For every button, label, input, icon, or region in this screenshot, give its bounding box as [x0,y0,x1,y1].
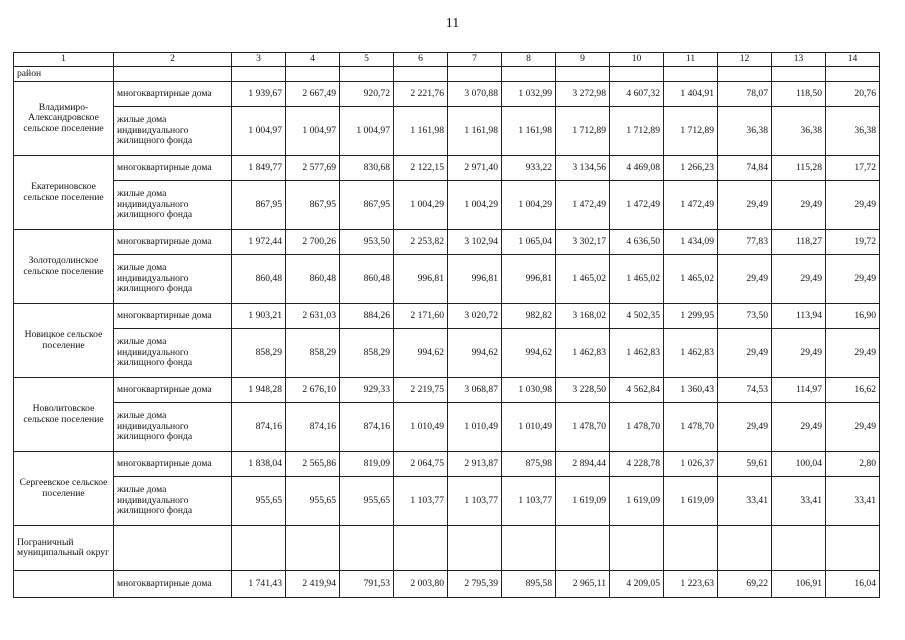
empty-cell [114,526,232,571]
value-cell: 1 972,44 [232,230,286,255]
empty-cell [502,67,556,82]
empty-cell [114,67,232,82]
value-cell: 19,72 [826,230,880,255]
housing-type: жилые дома индивидуального жилищного фонда [114,255,232,304]
value-cell: 920,72 [340,82,394,107]
housing-type: многоквартирные дома [114,378,232,403]
column-header: 4 [286,53,340,67]
value-cell: 16,62 [826,378,880,403]
value-cell: 1 103,77 [448,477,502,526]
column-header: 5 [340,53,394,67]
column-header: 8 [502,53,556,67]
value-cell: 874,16 [286,403,340,452]
value-cell: 29,49 [772,181,826,230]
district-row [14,67,880,82]
value-cell: 2 700,26 [286,230,340,255]
column-header: 6 [394,53,448,67]
value-cell: 4 607,32 [610,82,664,107]
column-header: 12 [718,53,772,67]
table-row [14,107,880,156]
value-cell: 2 219,75 [394,378,448,403]
column-header: 11 [664,53,718,67]
value-cell: 860,48 [340,255,394,304]
value-cell: 830,68 [340,156,394,181]
settlement-name: Сергеевское сельское поселение [14,452,114,526]
empty-cell [394,67,448,82]
column-header: 3 [232,53,286,67]
empty-cell [448,526,502,571]
value-cell: 59,61 [718,452,772,477]
empty-cell [232,67,286,82]
value-cell: 1 849,77 [232,156,286,181]
value-cell: 106,91 [772,571,826,598]
value-cell: 867,95 [286,181,340,230]
value-cell: 1 712,89 [610,107,664,156]
empty-cell [14,571,114,598]
page-number: 11 [445,16,460,31]
value-cell: 3 102,94 [448,230,502,255]
value-cell: 29,49 [772,255,826,304]
empty-cell [340,67,394,82]
value-cell: 74,84 [718,156,772,181]
empty-cell [502,526,556,571]
value-cell: 860,48 [232,255,286,304]
value-cell: 20,76 [826,82,880,107]
district-label: район [14,67,114,82]
value-cell: 3 272,98 [556,82,610,107]
value-cell: 2 565,86 [286,452,340,477]
empty-cell [610,67,664,82]
value-cell: 36,38 [772,107,826,156]
value-cell: 1 010,49 [502,403,556,452]
value-cell: 78,07 [718,82,772,107]
value-cell: 100,04 [772,452,826,477]
value-cell: 1 462,83 [664,329,718,378]
value-cell: 1 161,98 [394,107,448,156]
value-cell: 1 619,09 [664,477,718,526]
header-row [14,53,880,67]
empty-cell [772,526,826,571]
value-cell: 1 741,43 [232,571,286,598]
value-cell: 29,49 [772,403,826,452]
value-cell: 2 631,03 [286,304,340,329]
value-cell: 819,09 [340,452,394,477]
value-cell: 1 712,89 [664,107,718,156]
value-cell: 1 465,02 [664,255,718,304]
value-cell: 2 676,10 [286,378,340,403]
settlement-name: Новолитовское сельское поселение [14,378,114,452]
housing-type: многоквартирные дома [114,571,232,598]
value-cell: 2 003,80 [394,571,448,598]
empty-cell [826,526,880,571]
value-cell: 2 894,44 [556,452,610,477]
value-cell: 115,28 [772,156,826,181]
value-cell: 4 228,78 [610,452,664,477]
value-cell: 29,49 [718,181,772,230]
value-cell: 33,41 [718,477,772,526]
value-cell: 1 478,70 [610,403,664,452]
value-cell: 955,65 [232,477,286,526]
value-cell: 33,41 [826,477,880,526]
value-cell: 1 619,09 [610,477,664,526]
table-row [14,403,880,452]
value-cell: 1 103,77 [394,477,448,526]
value-cell: 113,94 [772,304,826,329]
housing-type: многоквартирные дома [114,304,232,329]
value-cell: 1 010,49 [394,403,448,452]
housing-type: жилые дома индивидуального жилищного фонда [114,107,232,156]
value-cell: 29,49 [718,255,772,304]
value-cell: 3 070,88 [448,82,502,107]
empty-cell [826,67,880,82]
empty-cell [772,67,826,82]
value-cell: 3 020,72 [448,304,502,329]
value-cell: 953,50 [340,230,394,255]
value-cell: 858,29 [232,329,286,378]
value-cell: 1 360,43 [664,378,718,403]
value-cell: 858,29 [340,329,394,378]
column-header: 9 [556,53,610,67]
value-cell: 2 795,39 [448,571,502,598]
value-cell: 955,65 [340,477,394,526]
value-cell: 118,27 [772,230,826,255]
housing-type: многоквартирные дома [114,82,232,107]
value-cell: 996,81 [502,255,556,304]
value-cell: 884,26 [340,304,394,329]
value-cell: 2 171,60 [394,304,448,329]
value-cell: 1 472,49 [664,181,718,230]
column-header: 1 [14,53,114,67]
value-cell: 1 004,97 [286,107,340,156]
municipal-district-name: Пограничный муниципальный округ [14,526,114,571]
value-cell: 874,16 [232,403,286,452]
value-cell: 867,95 [232,181,286,230]
value-cell: 1 004,29 [502,181,556,230]
value-cell: 996,81 [394,255,448,304]
value-cell: 1 465,02 [556,255,610,304]
value-cell: 16,90 [826,304,880,329]
value-cell: 29,49 [826,255,880,304]
empty-cell [610,526,664,571]
value-cell: 1 266,23 [664,156,718,181]
value-cell: 2 965,11 [556,571,610,598]
value-cell: 1 472,49 [556,181,610,230]
value-cell: 3 168,02 [556,304,610,329]
tariff-table [13,52,880,598]
empty-cell [718,526,772,571]
value-cell: 4 636,50 [610,230,664,255]
housing-type: многоквартирные дома [114,156,232,181]
value-cell: 1 462,83 [556,329,610,378]
value-cell: 29,49 [718,329,772,378]
table-row [14,378,880,403]
value-cell: 29,49 [772,329,826,378]
housing-type: жилые дома индивидуального жилищного фонда [114,181,232,230]
value-cell: 1 478,70 [556,403,610,452]
value-cell: 77,83 [718,230,772,255]
value-cell: 1 472,49 [610,181,664,230]
value-cell: 994,62 [394,329,448,378]
value-cell: 1 948,28 [232,378,286,403]
value-cell: 1 462,83 [610,329,664,378]
value-cell: 17,72 [826,156,880,181]
column-header: 10 [610,53,664,67]
value-cell: 3 228,50 [556,378,610,403]
table-row [14,329,880,378]
value-cell: 2 913,87 [448,452,502,477]
value-cell: 3 068,87 [448,378,502,403]
value-cell: 1 004,97 [232,107,286,156]
value-cell: 1 161,98 [502,107,556,156]
value-cell: 1 103,77 [502,477,556,526]
table-row [14,181,880,230]
value-cell: 1 619,09 [556,477,610,526]
value-cell: 1 404,91 [664,82,718,107]
value-cell: 1 004,29 [394,181,448,230]
value-cell: 69,22 [718,571,772,598]
value-cell: 1 030,98 [502,378,556,403]
empty-cell [556,526,610,571]
value-cell: 4 209,05 [610,571,664,598]
value-cell: 73,50 [718,304,772,329]
housing-type: многоквартирные дома [114,452,232,477]
value-cell: 29,49 [826,403,880,452]
value-cell: 2 419,94 [286,571,340,598]
table-row [14,452,880,477]
housing-type: жилые дома индивидуального жилищного фонда [114,329,232,378]
value-cell: 29,49 [718,403,772,452]
housing-type: жилые дома индивидуального жилищного фонда [114,477,232,526]
value-cell: 3 302,17 [556,230,610,255]
empty-cell [448,67,502,82]
value-cell: 1 010,49 [448,403,502,452]
table-row [14,477,880,526]
housing-type: жилые дома индивидуального жилищного фонда [114,403,232,452]
value-cell: 1 838,04 [232,452,286,477]
settlement-name: Новицкое сельское поселение [14,304,114,378]
table-row [14,82,880,107]
value-cell: 874,16 [340,403,394,452]
value-cell: 994,62 [502,329,556,378]
value-cell: 2 221,76 [394,82,448,107]
value-cell: 29,49 [826,329,880,378]
column-header: 14 [826,53,880,67]
settlement-name: Екатериновское сельское поселение [14,156,114,230]
value-cell: 2,80 [826,452,880,477]
table-row [14,571,880,598]
value-cell: 1 026,37 [664,452,718,477]
table-row [14,304,880,329]
value-cell: 29,49 [826,181,880,230]
value-cell: 74,53 [718,378,772,403]
table-row [14,156,880,181]
value-cell: 36,38 [718,107,772,156]
empty-cell [664,526,718,571]
housing-type: многоквартирные дома [114,230,232,255]
table-row [14,255,880,304]
value-cell: 118,50 [772,82,826,107]
column-header: 2 [114,53,232,67]
value-cell: 982,82 [502,304,556,329]
value-cell: 791,53 [340,571,394,598]
value-cell: 1 434,09 [664,230,718,255]
value-cell: 2 577,69 [286,156,340,181]
value-cell: 1 478,70 [664,403,718,452]
value-cell: 1 032,99 [502,82,556,107]
column-header: 7 [448,53,502,67]
value-cell: 3 134,56 [556,156,610,181]
empty-cell [340,526,394,571]
value-cell: 994,62 [448,329,502,378]
value-cell: 1 223,63 [664,571,718,598]
empty-cell [286,526,340,571]
column-header: 13 [772,53,826,67]
value-cell: 1 065,04 [502,230,556,255]
value-cell: 2 667,49 [286,82,340,107]
value-cell: 2 064,75 [394,452,448,477]
value-cell: 1 712,89 [556,107,610,156]
value-cell: 1 004,97 [340,107,394,156]
value-cell: 1 939,67 [232,82,286,107]
value-cell: 929,33 [340,378,394,403]
empty-cell [556,67,610,82]
empty-cell [286,67,340,82]
value-cell: 33,41 [772,477,826,526]
value-cell: 858,29 [286,329,340,378]
district-heading-row [14,526,880,571]
value-cell: 2 971,40 [448,156,502,181]
value-cell: 4 502,35 [610,304,664,329]
empty-cell [664,67,718,82]
value-cell: 1 903,21 [232,304,286,329]
value-cell: 2 122,15 [394,156,448,181]
value-cell: 860,48 [286,255,340,304]
value-cell: 875,98 [502,452,556,477]
value-cell: 4 469,08 [610,156,664,181]
table-row [14,230,880,255]
value-cell: 1 299,95 [664,304,718,329]
value-cell: 114,97 [772,378,826,403]
value-cell: 36,38 [826,107,880,156]
value-cell: 4 562,84 [610,378,664,403]
empty-cell [718,67,772,82]
value-cell: 867,95 [340,181,394,230]
value-cell: 996,81 [448,255,502,304]
settlement-name: Владимиро-Александровское сельское поселение [14,82,114,156]
value-cell: 1 465,02 [610,255,664,304]
value-cell: 1 161,98 [448,107,502,156]
value-cell: 2 253,82 [394,230,448,255]
settlement-name: Золотодолинское сельское поселение [14,230,114,304]
value-cell: 895,58 [502,571,556,598]
value-cell: 955,65 [286,477,340,526]
value-cell: 1 004,29 [448,181,502,230]
value-cell: 933,22 [502,156,556,181]
empty-cell [232,526,286,571]
value-cell: 16,04 [826,571,880,598]
empty-cell [394,526,448,571]
